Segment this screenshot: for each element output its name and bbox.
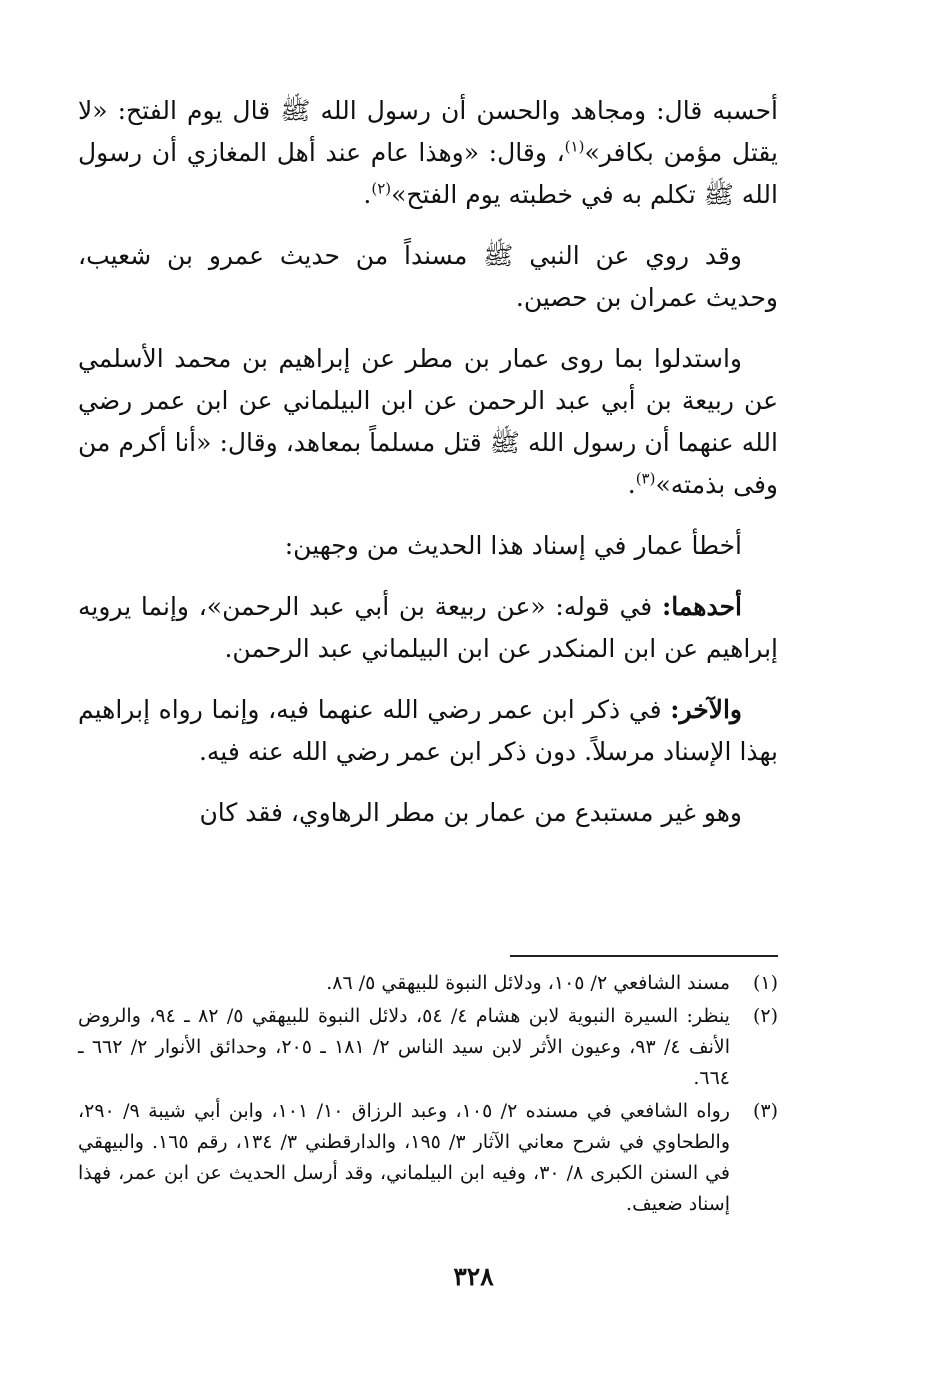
paragraph-4: أخطأ عمار في إسناد هذا الحديث من وجهين: <box>284 531 742 560</box>
paragraph-3-text-a: واستدلوا بما روى عمار بن مطر عن إبراهيم بن محمد الأسلمي عن ربيعة بن أبي عبد الرحمن عن ابن البيلماني عن ابن عمر رضي الله عنهما أن رسول الله ﷺ قتل مسلماً بمعاهد، وقال: «أنا أكرم من وفى بذمته» <box>78 344 778 499</box>
paragraph-6 <box>78 689 778 773</box>
point-two-label: والآخر: <box>670 695 742 724</box>
footnote-number: (٣) <box>752 1100 778 1122</box>
paragraph-2: وقد روي عن النبي ﷺ مسنداً من حديث عمرو بن شعيب، وحديث عمران بن حصين. <box>78 241 778 312</box>
footnote-number: (١) <box>752 972 778 994</box>
paragraph-1 <box>78 90 778 216</box>
footnote-divider <box>510 955 778 957</box>
footnote-text: رواه الشافعي في مسنده ٢/ ١٠٥، وعبد الرزاق ١٠/ ١٠١، وابن أبي شيبة ٩/ ٢٩٠، والطحاوي في شرح معاني الآثار ٣/ ١٩٥، والدارقطني ٣/ ١٣٤، رقم ١٦٥. والبيهقي في السنن الكبرى ٨/ ٣٠، وفيه ابن البيلماني، وقد أرسل الحديث عن ابن عمر، فهذا إسناد ضعيف. <box>78 1100 731 1215</box>
paragraph-3-text-b: . <box>627 470 636 499</box>
footnote-text: ينظر: السيرة النبوية لابن هشام ٤/ ٥٤، دلائل النبوة للبيهقي ٥/ ٨٢ ـ ٩٤، والروض الأنف ٤/ ٩٣، وعيون الأثر لابن سيد الناس ٢/ ١٨١ ـ ٢٠٥، وحدائق الأنوار ٢/ ٦٦٢ ـ ٦٦٤. <box>78 1005 730 1089</box>
point-one-label: أحدهما: <box>661 592 742 621</box>
page-number: ٣٢٨ <box>453 1262 494 1291</box>
paragraph-3 <box>78 338 778 506</box>
paragraph-7: وهو غير مستبدع من عمار بن مطر الرهاوي، فقد كان <box>199 798 742 827</box>
footnote-number: (٢) <box>752 1005 778 1027</box>
footnote-ref-2: (٢) <box>371 179 392 198</box>
point-two-text: في ذكر ابن عمر رضي الله عنهما فيه، وإنما رواه إبراهيم بهذا الإسناد مرسلاً. دون ذكر ابن عمر رضي الله عنه فيه. <box>78 695 778 766</box>
footnote-3 <box>78 1096 778 1220</box>
footnotes <box>78 968 778 1222</box>
paragraph-5 <box>78 586 778 670</box>
paragraph-1-text-c: . <box>363 180 372 209</box>
main-text <box>78 90 778 853</box>
footnote-2 <box>78 1001 778 1094</box>
footnote-text: مسند الشافعي ٢/ ١٠٥، ودلائل النبوة للبيهقي ٥/ ٨٦. <box>326 972 730 994</box>
point-one-text: في قوله: «عن ربيعة بن أبي عبد الرحمن»، وإنما يرويه إبراهيم عن ابن المنكدر عن ابن البيلماني عبد الرحمن. <box>78 592 778 663</box>
footnote-1 <box>78 968 778 999</box>
footnote-ref-1: (١) <box>564 137 585 156</box>
paragraph-1-text-a: أحسبه قال: ومجاهد والحسن أن رسول الله ﷺ قال يوم الفتح: «لا يقتل مؤمن بكافر» <box>78 96 779 167</box>
footnote-ref-3: (٣) <box>635 469 656 488</box>
paragraph-1-text-b: ، وقال: «وهذا عام عند أهل المغازي أن رسول الله ﷺ تكلم به في خطبته يوم الفتح» <box>78 138 778 209</box>
